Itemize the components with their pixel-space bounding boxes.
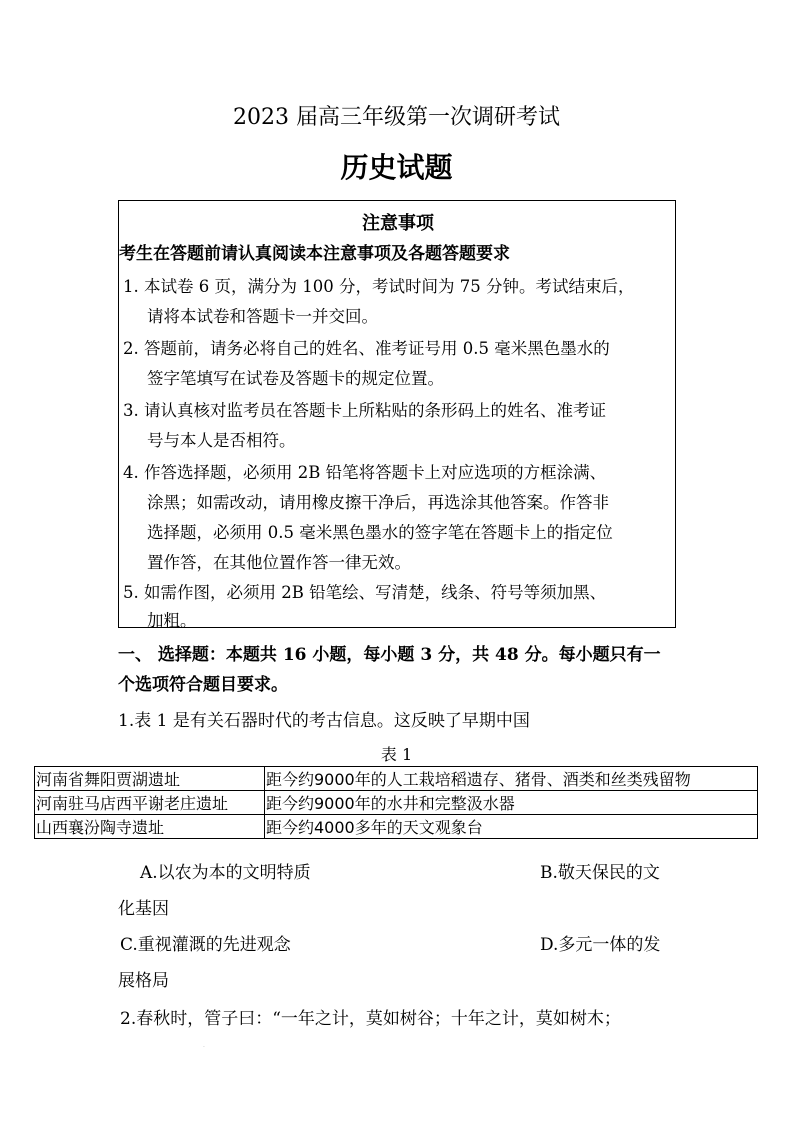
option-c: C.重视灌溉的先进观念 — [120, 935, 291, 955]
table-row — [35, 767, 758, 791]
table-cell-info: 距今约4000多年的天文观象台 — [265, 815, 758, 839]
option-b-continued: 化基因 — [118, 899, 169, 919]
table-cell-site: 河南省舞阳贾湖遗址 — [35, 767, 265, 791]
notice-item-2-line-1: 2. 答题前，请务必将自己的姓名、准考证号用 0.5 毫米黑色墨水的 — [123, 339, 610, 358]
archaeology-table — [34, 766, 758, 839]
notice-item-2-line-2: 签字笔填写在试卷及答题卡的规定位置。 — [147, 369, 444, 388]
option-b: B.敬天保民的文 — [540, 863, 660, 883]
notice-item-4-line-2: 涂黑；如需改动，请用橡皮擦干净后，再选涂其他答案。作答非 — [147, 493, 609, 512]
table-row — [35, 791, 758, 815]
table-caption: 表 1 — [380, 745, 413, 764]
notice-item-4-line-3: 选择题，必须用 0.5 毫米黑色墨水的签字笔在答题卡上的指定位 — [147, 523, 613, 542]
notice-item-5-line-1: 5. 如需作图，必须用 2B 铅笔绘、写清楚，线条、符号等须加黑、 — [123, 583, 607, 602]
notice-item-4-line-1: 4. 作答选择题，必须用 2B 铅笔将答题卡上对应选项的方框涂满、 — [123, 463, 607, 482]
notice-item-3-line-1: 3. 请认真核对监考员在答题卡上所粘贴的条形码上的姓名、准考证 — [123, 401, 606, 420]
question-1-stem: 1.表 1 是有关石器时代的考古信息。这反映了早期中国 — [118, 711, 530, 731]
notice-subheading: 考生在答题前请认真阅读本注意事项及各题答题要求 — [119, 244, 510, 264]
table-cell-info: 距今约9000年的人工栽培稻遗存、猪骨、酒类和丝类残留物 — [265, 767, 758, 791]
table-cell-info: 距今约9000年的水井和完整汲水器 — [265, 791, 758, 815]
table-cell-site: 河南驻马店西平谢老庄遗址 — [35, 791, 265, 815]
option-a: A.以农为本的文明特质 — [140, 863, 311, 883]
section-1-title-line-1: 一、 选择题：本题共 16 小题，每小题 3 分，共 48 分。每小题只有一 — [118, 645, 661, 665]
option-d-continued: 展格局 — [118, 971, 169, 991]
subject-title: 历史试题 — [340, 151, 453, 184]
table-cell-site: 山西襄汾陶寺遗址 — [35, 815, 265, 839]
notice-item-1-line-1: 1. 本试卷 6 页，满分为 100 分，考试时间为 75 分钟。考试结束后， — [123, 277, 635, 296]
section-1-title-line-2: 个选项符合题目要求。 — [118, 675, 288, 695]
page-mark: · — [203, 1044, 205, 1051]
question-2-stem: 2.春秋时，管子曰：“一年之计，莫如树谷；十年之计，莫如树木； — [120, 1009, 621, 1029]
notice-item-4-line-4: 置作答，在其他位置作答一律无效。 — [147, 553, 411, 572]
notice-box — [118, 200, 676, 628]
table-row — [35, 815, 758, 839]
notice-item-1-line-2: 请将本试卷和答题卡一并交回。 — [147, 307, 378, 326]
notice-item-3-line-2: 号与本人是否相符。 — [147, 431, 296, 450]
notice-item-5-line-2: 加粗。 — [147, 611, 197, 630]
notice-heading: 注意事项 — [362, 213, 434, 234]
exam-title: 2023 届高三年级第一次调研考试 — [233, 105, 560, 130]
option-d: D.多元一体的发 — [540, 935, 661, 955]
